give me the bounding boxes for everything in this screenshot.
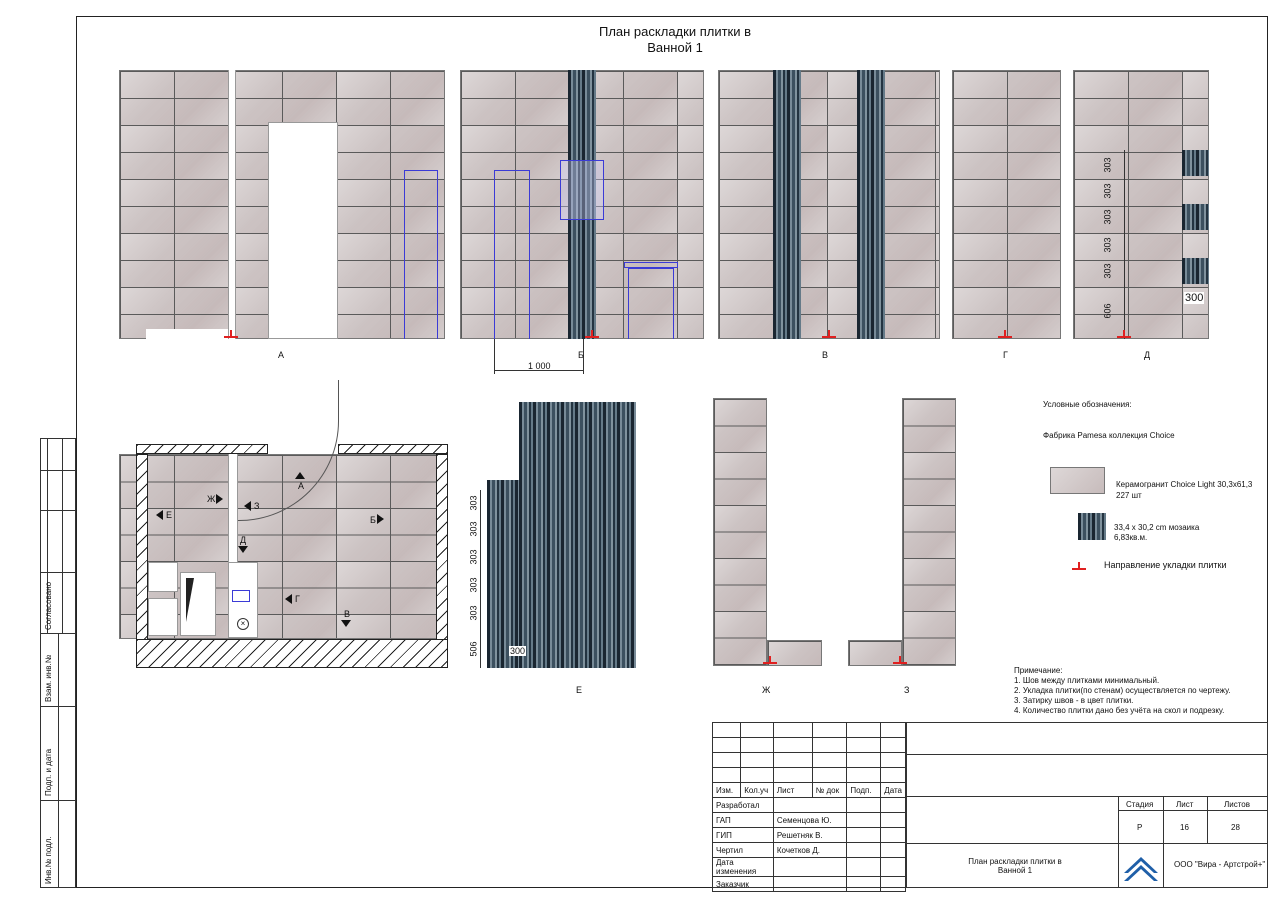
stamp-doc-title: План раскладки плитки в Ванной 1 (968, 857, 1062, 875)
door-opening (268, 122, 338, 339)
stamp-sheet: 16 (1180, 823, 1189, 832)
stamp-sheets: 28 (1231, 823, 1240, 832)
side-agreed: Согласовано (44, 581, 53, 630)
legend-direction-arrow (1072, 566, 1086, 574)
wall-d-dim-1: 303 (1102, 157, 1113, 173)
legend-mosaic-name: 33,4 х 30,2 cm мозаика (1114, 523, 1200, 532)
legend-direction: Направление укладки плитки (1104, 560, 1227, 570)
wall-e-width-dim: 300 (510, 646, 526, 656)
direction-arrow (224, 334, 238, 342)
side-sign-date: Подп. и дата (44, 748, 53, 796)
company-logo (1120, 845, 1162, 885)
wall-a-label: А (278, 350, 285, 360)
wall-zh-label: Ж (762, 685, 771, 695)
wall-b-width-dim: 1 000 (528, 361, 551, 371)
legend-tile-qty: 227 шт (1116, 491, 1142, 500)
wall-e-elevation (519, 402, 636, 668)
stamp-company: ООО "Вира - Артстрой+" (1174, 860, 1266, 869)
side-inv-orig: Инв.№ подл. (44, 836, 53, 884)
legend-factory: Фабрика Pamesa коллекция Choice (1043, 431, 1175, 440)
stamp-table: Изм. Кол.уч Лист № док Подп. Дата Разработал ГАП Семенцова Ю. ГИП Решетняк В. Чертил Кочетков Д. Дата изменения Заказчик (712, 722, 906, 892)
wall-d-width-dim: 300 (1185, 292, 1204, 304)
wall-b-label: Б (578, 350, 584, 360)
notes: Примечание: 1. Шов между плитками минимальный. 2. Укладка плитки(по стенам) осуществляется по чертежу. 3. Затирку швов - в цвет плитки. 4. Количество плитки дано без учёта на скол и подрезку. (1014, 666, 1231, 715)
legend-heading: Условные обозначения: (1043, 400, 1132, 409)
wall-v-elevation (718, 70, 940, 339)
legend-tile-swatch (1050, 467, 1105, 494)
plan-wall-bottom (136, 639, 448, 668)
wall-g-elevation (952, 70, 1061, 339)
legend-mosaic-swatch (1078, 513, 1106, 540)
wall-v-label: В (822, 350, 829, 360)
wall-d-label: Д (1144, 350, 1151, 360)
legend-mosaic-qty: 6,83кв.м. (1114, 533, 1148, 542)
side-inv-replace: Взам. инв.№ (44, 654, 53, 702)
wall-z-elevation (902, 398, 956, 666)
wall-zh-elevation (713, 398, 767, 666)
legend-tile-name: Керамогранит Choice Light 30,3x61,3 (1116, 480, 1253, 489)
stamp-stage: Р (1137, 823, 1143, 832)
drawing-title: План раскладки плитки в Ванной 1 (598, 24, 751, 55)
wall-e-label: Е (576, 685, 583, 695)
wall-g-label: Г (1003, 350, 1008, 360)
wall-z-label: З (904, 685, 910, 695)
